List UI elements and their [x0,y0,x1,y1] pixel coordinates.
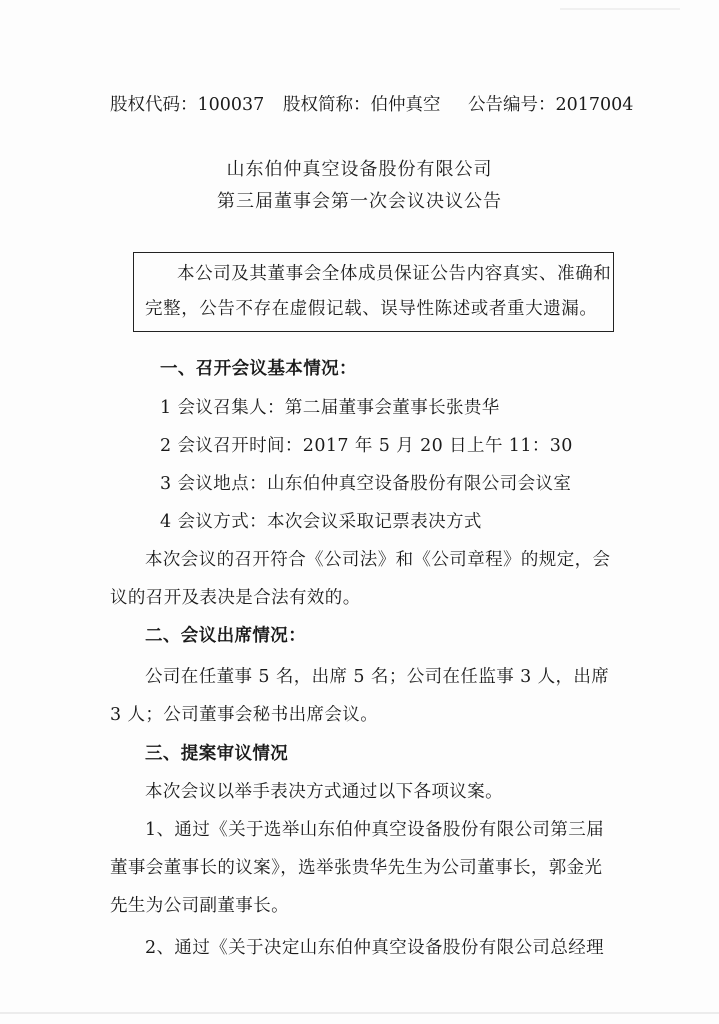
meeting-method: 4 会议方式：本次会议采取记票表决方式 [160,512,482,532]
company-title: 山东伯仲真空设备股份有限公司 [226,159,493,180]
resolution-1-line-2: 董事会董事长的议案》，选举张贵华先生为公司董事长，郭金光 [110,858,603,878]
disclaimer-line-2: 完整，公告不存在虚假记载、误导性陈述或者重大遗漏。 [145,299,598,319]
scan-artifact [0,1012,719,1014]
section-3-heading: 三、提案审议情况 [145,744,289,764]
disclaimer-line-1: 本公司及其董事会全体成员保证公告内容真实、准确和 [177,264,612,284]
scan-artifact [560,8,680,10]
legality-paragraph-line-2: 议的召开及表决是合法有效的。 [110,588,361,608]
section-2-heading: 二、会议出席情况： [145,626,307,646]
resolution-1-line-1: 1、通过《关于选举山东伯仲真空设备股份有限公司第三届 [145,820,605,840]
meeting-time: 2 会议召开时间：2017 年 5 月 20 日上午 11：30 [160,436,573,456]
stock-abbreviation: 股权简称：伯仲真空 [283,95,441,115]
attendance-paragraph-line-2: 3 人；公司董事会秘书出席会议。 [110,705,379,725]
notice-number: 公告编号：2017004 [468,95,634,115]
legality-paragraph-line-1: 本次会议的召开符合《公司法》和《公司章程》的规定，会 [145,550,611,570]
resolution-2-line-1: 2、通过《关于决定山东伯仲真空设备股份有限公司总经理 [145,938,605,958]
voting-intro: 本次会议以举手表决方式通过以下各项议案。 [145,782,503,802]
meeting-location: 3 会议地点：山东伯仲真空设备股份有限公司会议室 [160,474,572,494]
attendance-paragraph-line-1: 公司在任董事 5 名，出席 5 名；公司在任监事 3 人，出席 [145,667,610,687]
section-1-heading: 一、召开会议基本情况： [160,359,357,379]
resolution-1-line-3: 先生为公司副董事长。 [110,896,289,916]
stock-code: 股权代码：100037 [110,95,265,115]
announcement-title: 第三届董事会第一次会议决议公告 [217,191,502,212]
meeting-convener: 1 会议召集人：第二届董事会董事长张贵华 [160,398,500,418]
